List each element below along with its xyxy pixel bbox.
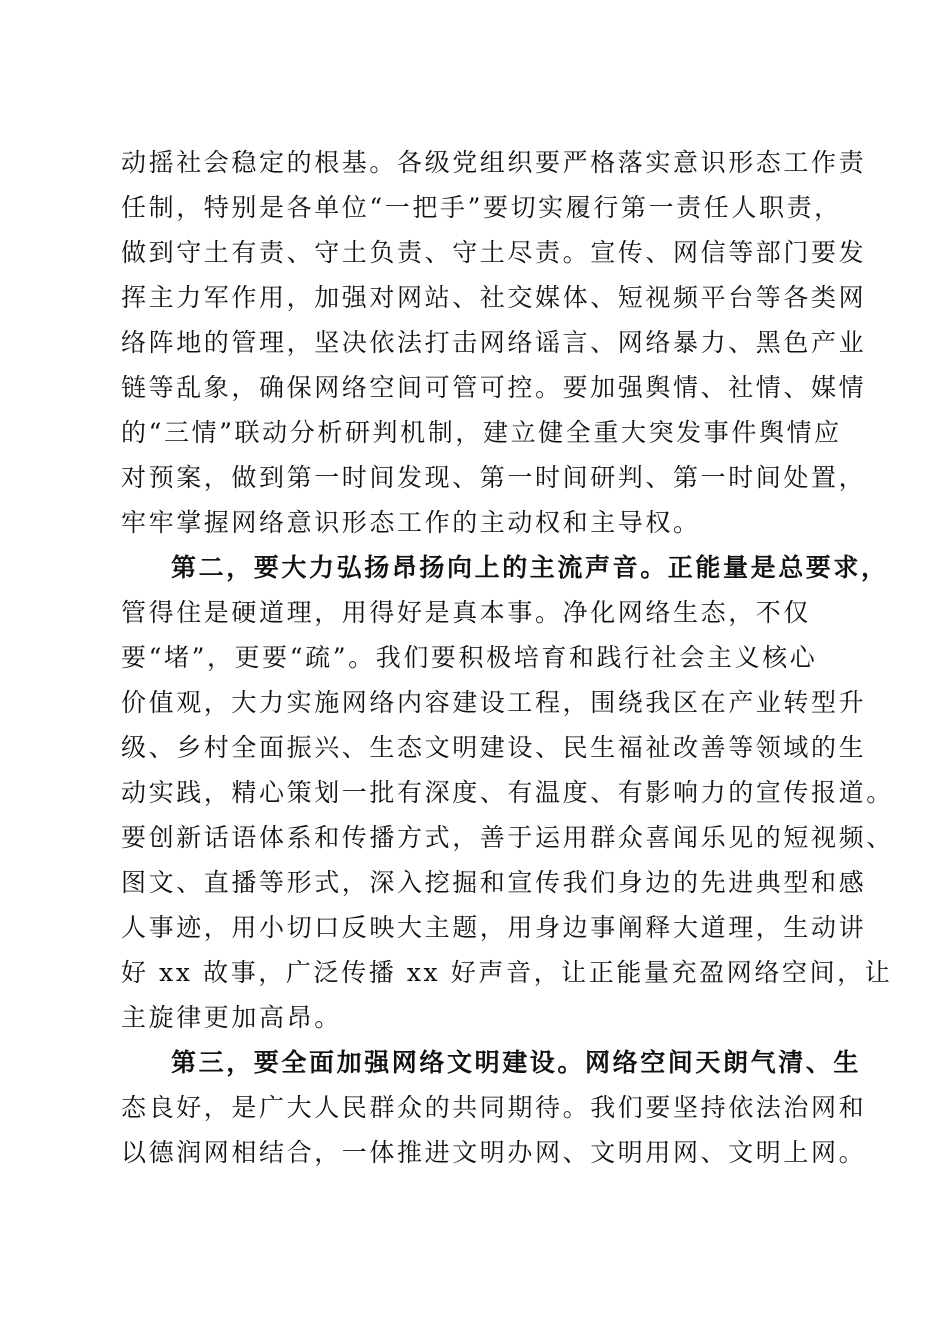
text-line: 任制，特别是各单位“一把手”要切实履行第一责任人职责， bbox=[121, 193, 842, 222]
text-line: 络阵地的管理，坚决依法打击网络谣言、网络暴力、黑色产业 bbox=[121, 328, 867, 357]
text-line: 要创新话语体系和传播方式，善于运用群众喜闻乐见的短视频、 bbox=[121, 823, 894, 852]
text-line: 好 xx 故事，广泛传播 xx 好声音，让正能量充盈网络空间，让 bbox=[121, 958, 893, 987]
text-line: 管得住是硬道理，用得好是真本事。净化网络生态，不仅 bbox=[121, 598, 812, 627]
text-line: 主旋律更加高昂。 bbox=[121, 1003, 342, 1032]
text-line: 做到守土有责、守土负责、守土尽责。宣传、网信等部门要发 bbox=[121, 238, 867, 267]
text-line: 牢牢掌握网络意识形态工作的主动权和主导权。 bbox=[121, 508, 701, 537]
text-line: 要“堵”，更要“疏”。我们要积极培育和践行社会主义核心 bbox=[121, 643, 818, 672]
text-line: 动摇社会稳定的根基。各级党组织要严格落实意识形态工作责 bbox=[121, 148, 867, 177]
section-heading-line: 第三，要全面加强网络文明建设。网络空间天朗气清、生 bbox=[171, 1048, 862, 1077]
text-line: 人事迹，用小切口反映大主题，用身边事阐释大道理，生动讲 bbox=[121, 913, 867, 942]
text-line: 挥主力军作用，加强对网站、社交媒体、短视频平台等各类网 bbox=[121, 283, 867, 312]
text-line: 态良好，是广大人民群众的共同期待。我们要坚持依法治网和 bbox=[121, 1093, 867, 1122]
text-line: 以德润网相结合，一体推进文明办网、文明用网、文明上网。 bbox=[121, 1138, 867, 1167]
text-line: 价值观，大力实施网络内容建设工程，围绕我区在产业转型升 bbox=[121, 688, 867, 717]
text-line: 级、乡村全面振兴、生态文明建设、民生福祉改善等领域的生 bbox=[121, 733, 867, 762]
text-line: 图文、直播等形式，深入挖掘和宣传我们身边的先进典型和感 bbox=[121, 868, 867, 897]
text-line: 链等乱象，确保网络空间可管可控。要加强舆情、社情、媒情 bbox=[121, 373, 867, 402]
section-heading-line: 第二，要大力弘扬昂扬向上的主流声音。正能量是总要求， bbox=[171, 553, 889, 582]
text-line: 的“三情”联动分析研判机制，建立健全重大突发事件舆情应 bbox=[121, 418, 842, 447]
text-line: 动实践，精心策划一批有深度、有温度、有影响力的宣传报道。 bbox=[121, 778, 894, 807]
text-line: 对预案，做到第一时间发现、第一时间研判、第一时间处置， bbox=[121, 463, 867, 492]
